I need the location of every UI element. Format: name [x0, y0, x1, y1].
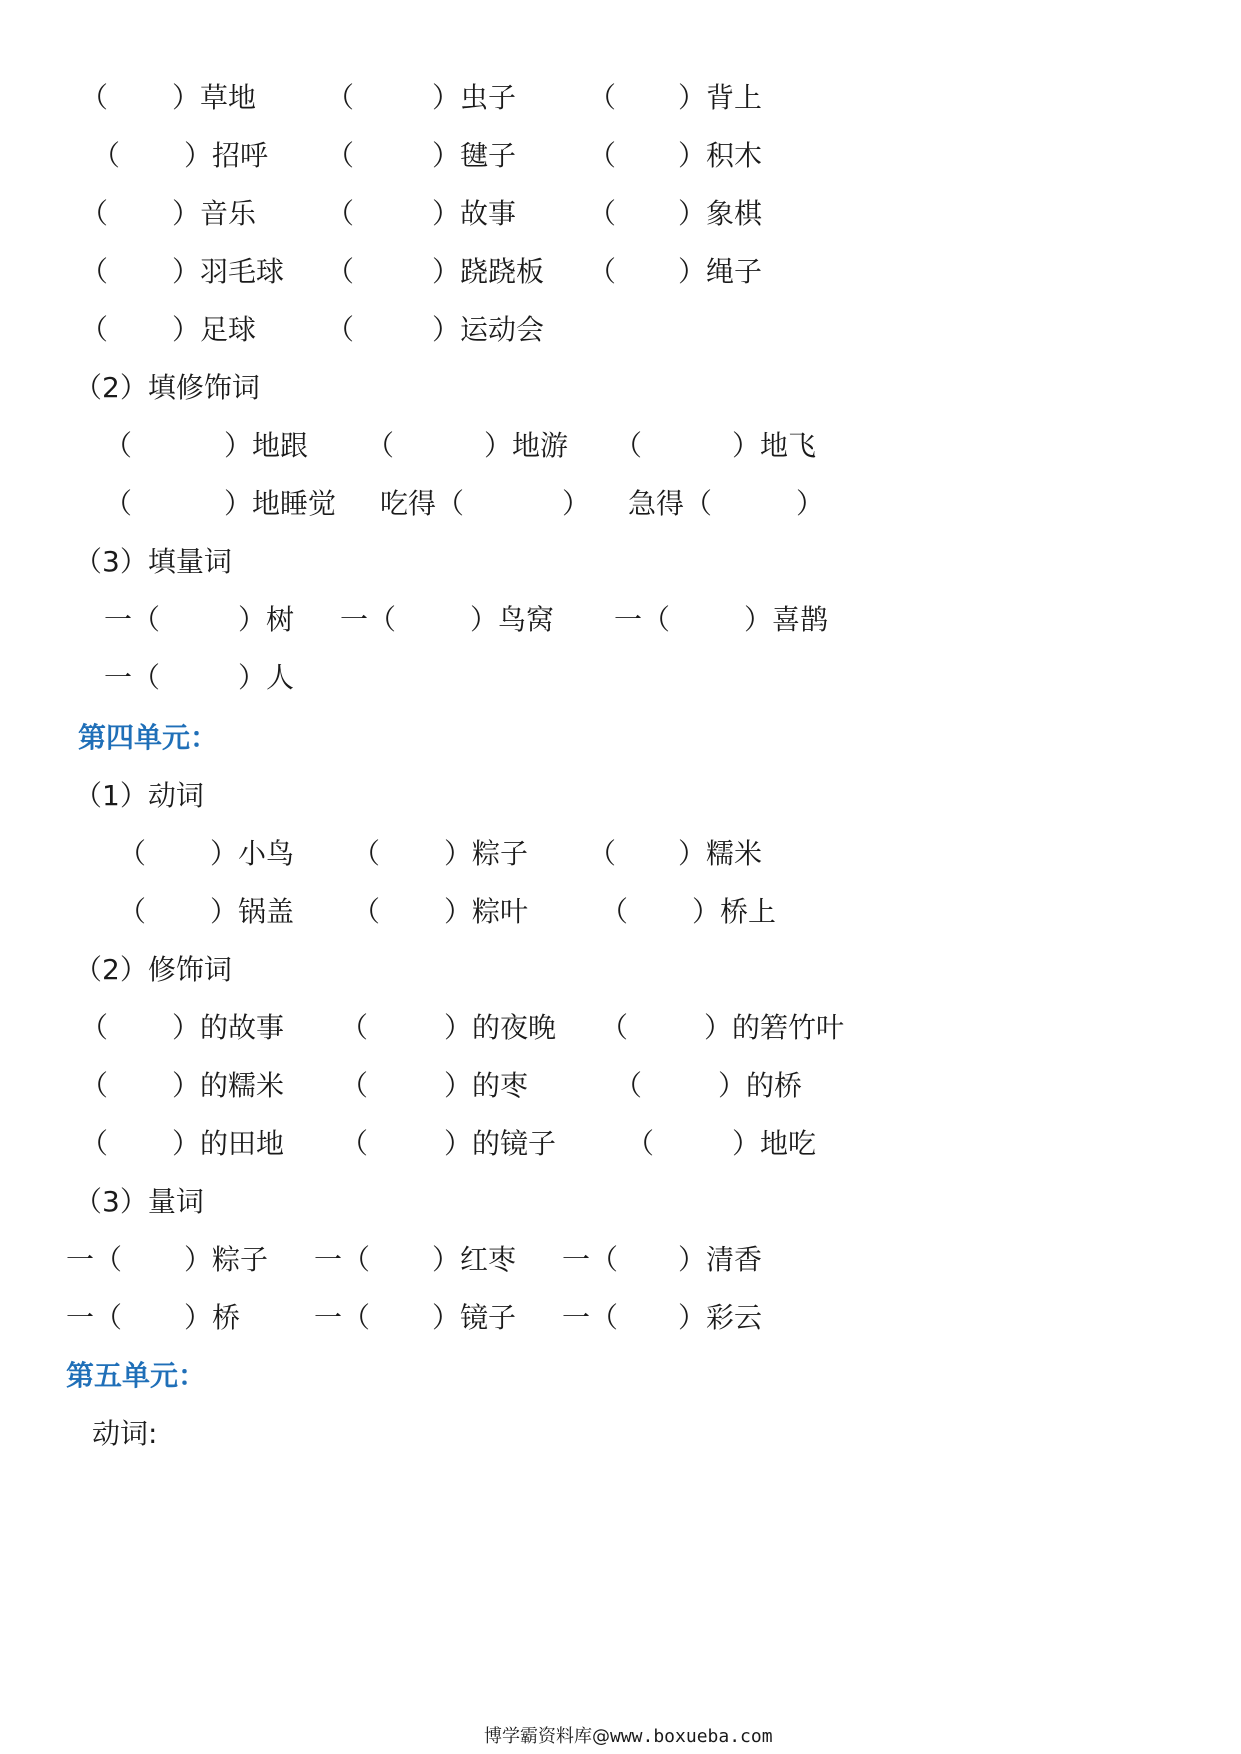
modifier-row-1	[0, 414, 1241, 478]
blank-open: （	[352, 837, 381, 870]
blank-close-word: ）足球	[172, 313, 257, 346]
blank-open: （	[340, 1069, 369, 1102]
verb-row-4	[0, 240, 1241, 304]
blank-open: 一（	[66, 1301, 123, 1334]
blank-open: （	[326, 255, 355, 288]
blank-open: （	[614, 1069, 643, 1102]
verb-row-5	[0, 298, 1241, 362]
blank-close-word: ）的箬竹叶	[704, 1011, 845, 1044]
blank-open: （	[588, 255, 617, 288]
blank-open: （	[104, 487, 133, 520]
blank-close-word: ）地睡觉	[224, 487, 337, 520]
blank-close-word: ）背上	[678, 81, 763, 114]
footer	[484, 1722, 773, 1752]
blank-open: 一（	[340, 603, 397, 636]
unit4-measure-row-1	[0, 1228, 1241, 1292]
blank-open: 一（	[314, 1301, 371, 1334]
blank-close-word: ）绳子	[678, 255, 763, 288]
blank-close-word: ）故事	[432, 197, 517, 230]
blank-open: （	[80, 1069, 109, 1102]
blank-close: ）	[796, 487, 825, 520]
measure-row-2	[0, 646, 1241, 710]
blank-open: 一（	[104, 603, 161, 636]
blank-close-word: ）的故事	[172, 1011, 285, 1044]
blank-open: （	[118, 895, 147, 928]
blank-close: ）	[562, 487, 591, 520]
blank-close-word: ）糯米	[678, 837, 763, 870]
blank-open: （	[340, 1011, 369, 1044]
blank-close-word: ）彩云	[678, 1301, 763, 1334]
unit4-measure-heading: （3）量词	[74, 1185, 204, 1218]
blank-open: （	[326, 313, 355, 346]
blank-close-word: ）桥上	[692, 895, 777, 928]
blank-open: （	[340, 1127, 369, 1160]
blank-close-word: ）镜子	[432, 1301, 517, 1334]
blank-close-word: ）积木	[678, 139, 763, 172]
blank-close-word: ）粽叶	[444, 895, 529, 928]
blank-close-word: ）草地	[172, 81, 257, 114]
blank-close-word: ）地飞	[732, 429, 817, 462]
blank-open: （	[366, 429, 395, 462]
blank-open: （	[326, 197, 355, 230]
blank-close-word: ）的枣	[444, 1069, 529, 1102]
blank-close-word: ）招呼	[184, 139, 269, 172]
unit4-verbs-heading: （1）动词	[74, 779, 204, 812]
blank-close-word: ）象棋	[678, 197, 763, 230]
blank-close-word: ）地游	[484, 429, 569, 462]
section-heading	[0, 1170, 1241, 1234]
measure-heading: （3）填量词	[74, 545, 232, 578]
blank-open-word: 急得（	[628, 487, 713, 520]
blank-open: （	[326, 139, 355, 172]
blank-close-word: ）的镜子	[444, 1127, 557, 1160]
measure-row-1	[0, 588, 1241, 652]
blank-open: （	[326, 81, 355, 114]
unit4-modifier-heading: （2）修饰词	[74, 953, 232, 986]
verb-row-3	[0, 182, 1241, 246]
blank-close-word: ）清香	[678, 1243, 763, 1276]
blank-close-word: ）粽子	[444, 837, 529, 870]
blank-close-word: ）锅盖	[210, 895, 295, 928]
blank-close-word: ）运动会	[432, 313, 545, 346]
blank-open: （	[588, 837, 617, 870]
blank-open: 一（	[562, 1301, 619, 1334]
blank-close-word: ）喜鹊	[744, 603, 829, 636]
unit4-modifier-row-1	[0, 996, 1241, 1060]
blank-open: （	[92, 139, 121, 172]
section-heading	[0, 764, 1241, 828]
blank-open-word: 吃得（	[380, 487, 465, 520]
blank-open: （	[352, 895, 381, 928]
blank-open: （	[80, 313, 109, 346]
blank-close-word: ）鸟窝	[470, 603, 555, 636]
blank-open: （	[614, 429, 643, 462]
blank-open: （	[588, 197, 617, 230]
blank-open: （	[600, 1011, 629, 1044]
blank-close-word: ）粽子	[184, 1243, 269, 1276]
blank-open: （	[600, 895, 629, 928]
blank-open: （	[80, 197, 109, 230]
blank-close-word: ）红枣	[432, 1243, 517, 1276]
modifier-row-2	[0, 472, 1241, 536]
blank-close-word: ）人	[238, 661, 295, 694]
unit4-verb-row-2	[0, 880, 1241, 944]
section-heading	[0, 1402, 1241, 1466]
blank-open: （	[80, 255, 109, 288]
blank-close-word: ）小鸟	[210, 837, 295, 870]
blank-open: （	[118, 837, 147, 870]
section-heading	[0, 938, 1241, 1002]
blank-close-word: ）的夜晚	[444, 1011, 557, 1044]
section-heading	[0, 356, 1241, 420]
footer-url[interactable]: www.boxueba.com	[610, 1726, 773, 1747]
unit4-measure-row-2	[0, 1286, 1241, 1350]
unit4-title: 第四单元：	[78, 721, 219, 754]
blank-close-word: ）音乐	[172, 197, 257, 230]
blank-open: 一（	[314, 1243, 371, 1276]
unit4-modifier-row-2	[0, 1054, 1241, 1118]
blank-open: 一（	[614, 603, 671, 636]
blank-open: 一（	[66, 1243, 123, 1276]
blank-close-word: ）羽毛球	[172, 255, 285, 288]
unit5-verbs-label: 动词:	[92, 1417, 158, 1450]
unit4-verb-row-1	[0, 822, 1241, 886]
blank-close-word: ）的田地	[172, 1127, 285, 1160]
blank-open: （	[588, 139, 617, 172]
blank-open: （	[588, 81, 617, 114]
modifier-heading: （2）填修饰词	[74, 371, 260, 404]
blank-open: （	[80, 1011, 109, 1044]
blank-open: （	[80, 1127, 109, 1160]
section-heading	[0, 530, 1241, 594]
blank-open: （	[626, 1127, 655, 1160]
blank-open: 一（	[104, 661, 161, 694]
blank-open: 一（	[562, 1243, 619, 1276]
unit5-title: 第五单元：	[66, 1359, 207, 1392]
blank-close-word: ）地跟	[224, 429, 309, 462]
blank-close-word: ）毽子	[432, 139, 517, 172]
blank-close-word: ）跷跷板	[432, 255, 545, 288]
blank-close-word: ）树	[238, 603, 295, 636]
verb-row-1	[0, 66, 1241, 130]
unit4-modifier-row-3	[0, 1112, 1241, 1176]
blank-open: （	[104, 429, 133, 462]
verb-row-2	[0, 124, 1241, 188]
blank-close-word: ）地吃	[732, 1127, 817, 1160]
blank-close-word: ）桥	[184, 1301, 241, 1334]
blank-open: （	[80, 81, 109, 114]
blank-close-word: ）虫子	[432, 81, 517, 114]
blank-close-word: ）的桥	[718, 1069, 803, 1102]
blank-close-word: ）的糯米	[172, 1069, 285, 1102]
footer-site-name: 博学霸资料库@	[484, 1726, 610, 1747]
